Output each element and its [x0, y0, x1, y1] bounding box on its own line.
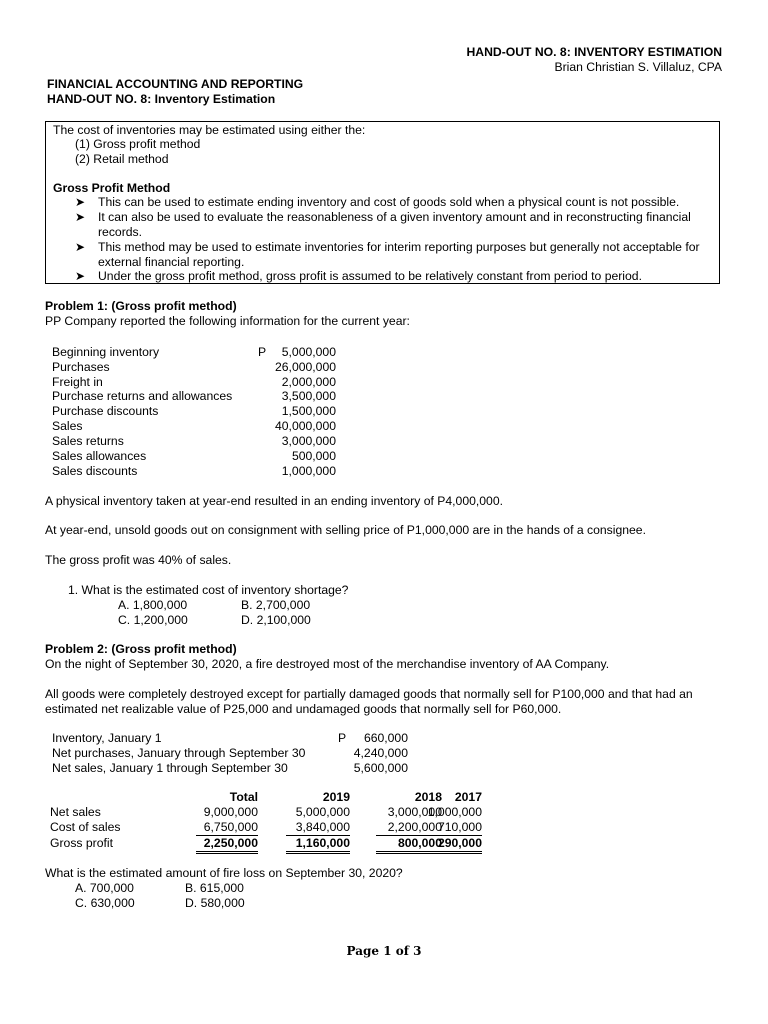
list-item-value: 660,000 [363, 731, 408, 745]
problem1-para: A physical inventory taken at year-end resulted in an ending inventory of P4,000,000. [45, 494, 504, 508]
currency-symbol: P [258, 345, 267, 359]
list-item-label: Beginning inventory [52, 345, 160, 359]
page-number: Page 1 of 3 [346, 944, 422, 958]
handout-title: HAND-OUT NO. 8: Inventory Estimation [47, 91, 276, 106]
table-cell: 290,000 [422, 836, 482, 854]
intro-lead: The cost of inventories may be estimated using either the: [53, 123, 366, 137]
list-item-label: Sales discounts [52, 464, 138, 478]
list-item-label: Net purchases, January through September 30 [52, 746, 306, 760]
list-item-value: 2,000,000 [281, 375, 336, 389]
gross-profit-method-heading: Gross Profit Method [53, 181, 171, 195]
list-item-value: 500,000 [291, 449, 336, 463]
list-item-label: Purchase returns and allowances [52, 389, 233, 403]
table-cell: 2,200,000 [376, 820, 442, 836]
choice-b: B. 2,700,000 [241, 598, 311, 612]
problem1-question: 1. What is the estimated cost of inventory shortage? [68, 583, 349, 597]
list-item-label: Purchase discounts [52, 404, 159, 418]
list-item-value: 4,240,000 [353, 746, 408, 760]
table-cell: 800,000 [376, 836, 442, 854]
list-item-value: 1,500,000 [281, 404, 336, 418]
list-item-value: 3,000,000 [281, 434, 336, 448]
table-cell: 2,250,000 [196, 836, 258, 854]
arrow-bullet-icon: ➤ [75, 210, 86, 224]
course-title: FINANCIAL ACCOUNTING AND REPORTING [47, 77, 304, 91]
intro-box [45, 121, 720, 284]
handout-title-upper: HAND-OUT NO. 8: INVENTORY ESTIMATION [466, 45, 722, 59]
list-item-value: 5,600,000 [353, 761, 408, 775]
list-item-value: 1,000,000 [281, 464, 336, 478]
method-item: (2) Retail method [75, 152, 169, 166]
choice-d: D. 580,000 [185, 896, 245, 910]
choice-d: D. 2,100,000 [241, 613, 311, 627]
table-cell: 1,160,000 [286, 836, 350, 854]
list-item-label: Purchases [52, 360, 110, 374]
author-name: Brian Christian S. Villaluz, CPA [554, 59, 722, 74]
gp-bullet: Under the gross profit method, gross profit is assumed to be relatively constant from period to period. [98, 269, 642, 283]
problem1-para: The gross profit was 40% of sales. [45, 553, 232, 567]
choice-b: B. 615,000 [185, 881, 244, 895]
table-header: Total [229, 790, 258, 804]
list-item-label: Sales allowances [52, 449, 147, 463]
document-header-left [47, 77, 303, 106]
list-item-label: Sales returns [52, 434, 124, 448]
table-cell: 3,840,000 [286, 820, 350, 836]
table-header: 2017 [454, 790, 482, 804]
gp-bullet: This can be used to estimate ending inventory and cost of goods sold when a physical count is not possible. [98, 195, 680, 209]
list-item-label: Freight in [52, 375, 103, 389]
gross-profit-table [50, 790, 490, 854]
table-header: 2018 [414, 790, 442, 804]
problem2-intro: On the night of September 30, 2020, a fire destroyed most of the merchandise inventory of AA Company. [45, 657, 610, 671]
problem2-para: All goods were completely destroyed except for partially damaged goods that normally sell for P100,000 and that had an estimated net realizable value of P25,000 and undamaged goods that normally sell for P60,000. [45, 687, 693, 716]
table-cell: 6,750,000 [196, 820, 258, 836]
arrow-bullet-icon: ➤ [75, 269, 86, 283]
method-item: (1) Gross profit method [75, 137, 201, 151]
table-cell: 9,000,000 [203, 805, 258, 819]
problem2-question: What is the estimated amount of fire loss on September 30, 2020? [45, 866, 403, 880]
list-item-label: Sales [52, 419, 83, 433]
choice-c: C. 1,200,000 [118, 613, 188, 627]
list-item-label: Net sales, January 1 through September 30 [52, 761, 288, 775]
list-item-value: 3,500,000 [281, 389, 336, 403]
document-header-right [467, 45, 723, 74]
arrow-bullet-icon: ➤ [75, 240, 86, 254]
choice-a: A. 1,800,000 [118, 598, 188, 612]
table-row-label: Net sales [50, 805, 101, 819]
gp-bullet: It can also be used to evaluate the reasonableness of a given inventory amount and in reconstructing financial records. [98, 210, 691, 239]
table-header: 2019 [322, 790, 350, 804]
choice-c: C. 630,000 [75, 896, 135, 910]
table-cell: 5,000,000 [295, 805, 350, 819]
problem2-title: Problem 2: (Gross profit method) [45, 642, 237, 656]
problem1-para: At year-end, unsold goods out on consignment with selling price of P1,000,000 are in the hands of a consignee. [45, 523, 646, 537]
currency-symbol: P [338, 731, 347, 745]
table-cell: 1,000,000 [427, 805, 482, 819]
gp-bullet: This method may be used to estimate inventories for interim reporting purposes but generally not acceptable for external financial reporting. [98, 240, 700, 269]
table-cell: 3,000,000 [387, 805, 442, 819]
list-item-label: Inventory, January 1 [52, 731, 162, 745]
list-item-value: 26,000,000 [275, 360, 336, 374]
list-item-value: 5,000,000 [281, 345, 336, 359]
choice-a: A. 700,000 [75, 881, 134, 895]
table-cell: 710,000 [422, 820, 482, 836]
problem1-title: Problem 1: (Gross profit method) [45, 299, 237, 313]
table-row-label: Cost of sales [50, 820, 121, 834]
list-item-value: 40,000,000 [275, 419, 336, 433]
problem1-intro: PP Company reported the following information for the current year: [45, 314, 410, 328]
arrow-bullet-icon: ➤ [75, 195, 86, 209]
table-row-label: Gross profit [50, 836, 113, 850]
